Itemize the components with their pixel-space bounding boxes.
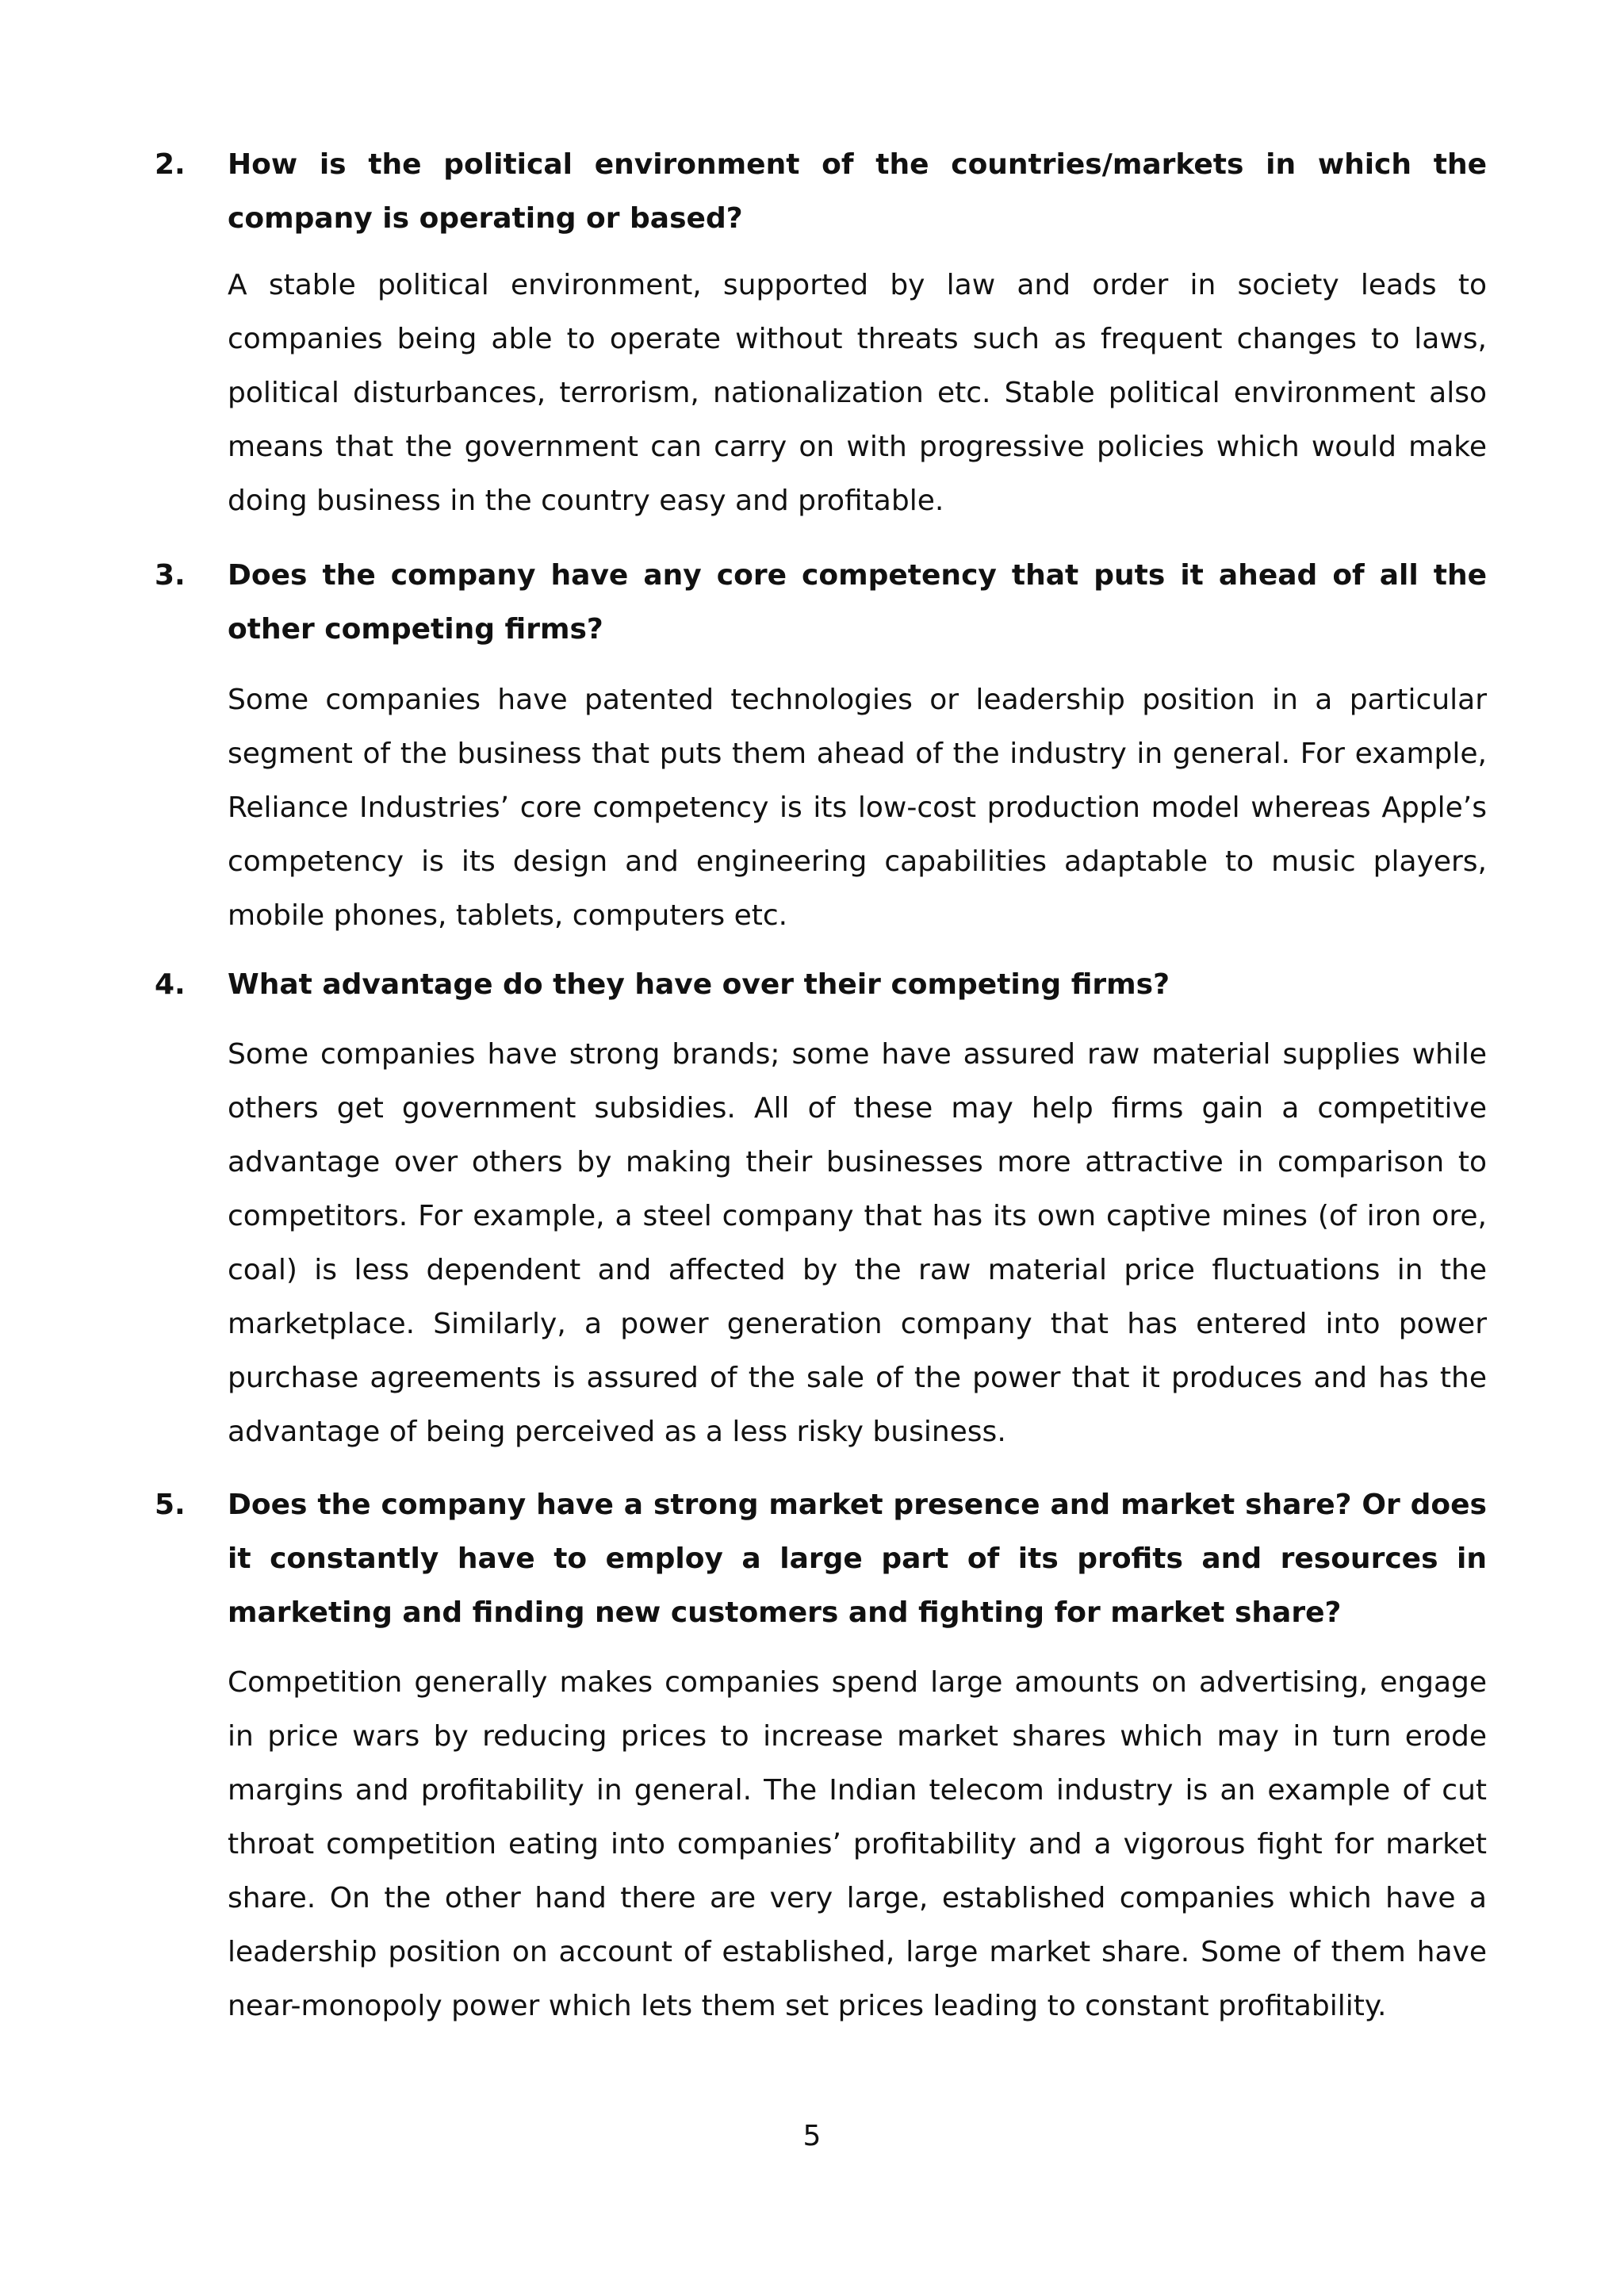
section-number: 3.	[155, 559, 186, 592]
section-number: 4.	[155, 968, 186, 1001]
section-question: What advantage do they have over their competing firms?	[228, 968, 1170, 1001]
page-number: 5	[802, 2120, 822, 2152]
section-answer: Competition generally makes companies spend large amounts on advertising, engage in price wars by reducing prices to increase market shares which may in turn erode margins and profitability in general. The Indian telecom industry is an example of cut throat competition eating into companies’ profitability and a vigorous fight for market share. On the other hand there are very large, established companies which have a leadership position on account of established, large market share. Some of them have near-monopoly power which lets them set prices leading to constant profitability.	[228, 1666, 1487, 2022]
section-answer: Some companies have patented technologies or leadership position in a particular segment of the business that puts them ahead of the industry in general. For example, Reliance Industries’ core competency is its low-cost production model whereas Apple’s competency is its design and engineering capabilities adaptable to music players, mobile phones, tablets, computers etc.	[228, 684, 1487, 932]
section-question: Does the company have any core competency that puts it ahead of all the other competing firms?	[228, 559, 1487, 646]
section-number: 2.	[155, 148, 186, 181]
section-question: Does the company have a strong market presence and market share? Or does it constantly have to employ a large part of its profits and resources in marketing and finding new customers and fighting for market share?	[228, 1489, 1487, 1629]
section-question: How is the political environment of the countries/markets in which the company is operating or based?	[228, 148, 1487, 235]
section-answer: A stable political environment, supported by law and order in society leads to companies being able to operate without threats such as frequent changes to laws, political disturbances, terrorism, nationalization etc. Stable political environment also means that the government can carry on with progressive policies which would make doing business in the country easy and profitable.	[228, 269, 1487, 517]
section-number: 5.	[155, 1489, 186, 1521]
section-answer: Some companies have strong brands; some have assured raw material supplies while others get government subsidies. All of these may help firms gain a competitive advantage over others by making their businesses more attractive in comparison to competitors. For example, a steel company that has its own captive mines (of iron ore, coal) is less dependent and affected by the raw material price fluctuations in the marketplace. Similarly, a power generation company that has entered into power purchase agreements is assured of the sale of the power that it produces and has the advantage of being perceived as a less risky business.	[228, 1038, 1487, 1448]
